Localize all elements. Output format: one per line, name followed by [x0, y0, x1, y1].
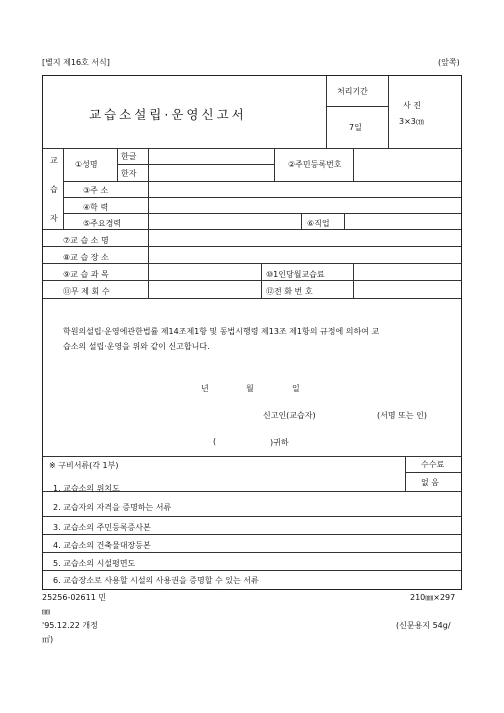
document-item: 4. 교습소의 건축물대장등본	[53, 541, 151, 550]
hangul-label: 한글	[121, 152, 137, 161]
documents-header: ※ 구비서류(각 1부)	[49, 461, 119, 470]
processing-value: 7일	[349, 123, 362, 132]
form-code-cont: ㎜	[42, 607, 50, 616]
document-item: 3. 교습소의 주민등록증사본	[53, 523, 151, 532]
hanja-label: 한자	[121, 169, 137, 178]
paper-size: 210㎜×297	[410, 593, 456, 602]
reporter-label: 신고인(교습자)	[263, 411, 316, 420]
fee-label: ⑩1인당월교습료	[266, 270, 325, 279]
document-item: 5. 교습소의 시설평면도	[53, 559, 136, 568]
address-label: ③주 소	[83, 186, 109, 195]
paper-spec: (신문용지 54g/	[396, 621, 451, 630]
fee-value: 없 음	[421, 478, 439, 487]
photo-label: 사 진	[403, 101, 421, 110]
sign-label: (서명 또는 인)	[377, 411, 427, 420]
fee-header: 수수료	[421, 460, 445, 469]
subject-label: ⑨교 습 과 목	[63, 270, 109, 279]
count-label: ⑪무 제 회 수	[63, 287, 110, 296]
statement-line-1: 학원의설립·운영에관한법률 제14조제1항 및 동법시행령 제13조 제1항의 규정에 의하여 교	[63, 327, 380, 336]
date-month: 월	[246, 384, 254, 393]
addressee-close: )귀하	[270, 438, 289, 447]
education-label: ④학 력	[83, 203, 109, 212]
paper-spec-cont: ㎡)	[42, 635, 54, 644]
rrn-label: ②주민등록번호	[288, 160, 342, 169]
photo-size: 3×3㎝	[399, 117, 424, 126]
report-form	[42, 75, 462, 590]
document-item: 1. 교습소의 위치도	[53, 484, 120, 493]
applicant-label-2: 습	[50, 185, 58, 194]
career-label: ⑤주요경력	[83, 219, 122, 228]
document-item: 2. 교습자의 자격을 증명하는 서류	[53, 503, 172, 512]
processing-label: 처리기간	[337, 87, 368, 96]
statement-line-2: 습소의 설립·운영을 위와 같이 신고합니다.	[63, 342, 210, 351]
form-number: [별지 제16호 서식]	[42, 58, 110, 67]
addressee-open: (	[213, 437, 217, 446]
form-code: 25256-02611 민	[42, 593, 107, 602]
applicant-label-3: 자	[50, 214, 58, 223]
applicant-label-1: 교	[50, 156, 58, 165]
date-day: 일	[292, 384, 300, 393]
job-label: ⑥직업	[307, 219, 330, 228]
phone-label: ⑫전 화 번 호	[266, 287, 313, 296]
date-year: 년	[201, 384, 209, 393]
document-item: 6. 교습장소로 사용할 시설의 사용권을 증명할 수 있는 서류	[53, 576, 259, 585]
name-label: ①성명	[75, 160, 98, 169]
form-title: 교습소설립·운영신고서	[89, 107, 247, 122]
page-side: (앞쪽)	[438, 58, 460, 67]
revision-date: '95.12.22 개정	[42, 621, 98, 630]
school-name-label: ⑦교 습 소 명	[63, 236, 109, 245]
school-place-label: ⑧교 습 장 소	[63, 253, 109, 262]
